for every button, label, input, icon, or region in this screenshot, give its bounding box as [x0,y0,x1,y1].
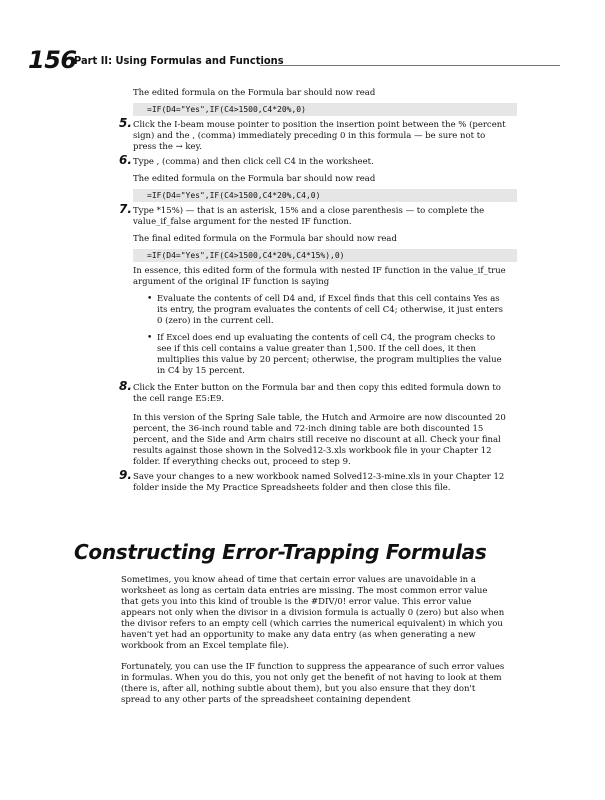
header-rule [260,65,560,66]
step-text: Click the Enter button on the Formula bar and then copy this edited formula down to the cell range E5:E9. [133,383,501,404]
step-number: 9. [119,468,132,482]
main-content [119,88,511,494]
step-text: Type *15%) — that is an asterisk, 15% and a close parenthesis — to complete the value_if_false argument for the nested IF function. [133,206,485,227]
step-7 [119,202,511,377]
step-number: 5. [119,116,132,130]
step-after-text: The final edited formula on the Formula bar should now read [133,234,397,244]
step-5 [119,116,511,153]
bullet-text: If Excel does end up evaluating the contents of cell C4, the program checks to see if this cell contains a value greater than 1,500. If the cell does, it then multiplies this value by 20 percent; otherwise, the program multiplies the value in C4 by 15 percent. [157,333,502,376]
section-body [121,575,506,716]
step-9 [119,468,511,494]
section-title: Constructing Error-Trapping Formulas [74,540,487,564]
bullet-item [133,294,511,327]
step-text: Save your changes to a new workbook named Solved12-3-mine.xls in your Chapter 12 folder inside the My Practice Spreadsheets folder and then close this file. [133,472,505,493]
page-header [28,46,538,78]
part-title: Part II: Using Formulas and Functions [74,54,284,67]
section-paragraph: Fortunately, you can use the IF function to suppress the appearance of such error values in formulas. When you do this, you not only get the benefit of not having to look at them (there is, after all, nothing subtle about them), but you also ensure that they don't spread to any other parts of the spreadsheet containing dependent [121,662,505,705]
step-number: 6. [119,153,132,167]
bullet-icon: • [147,333,153,343]
step-8 [119,379,511,468]
formula-code-2: =IF(D4="Yes",IF(C4>1500,C4*20%,C4,0) [133,189,517,202]
step-number: 7. [119,202,132,216]
page-number: 156 [28,46,77,74]
bullet-list [133,294,511,377]
step-text: Click the I-beam mouse pointer to position the insertion point between the % (percent sign) and the , (comma) immediately preceding 0 in this formula — be sure not to press the → key. [133,120,506,152]
bullet-text: Evaluate the contents of cell D4 and, if Excel finds that this cell contains Yes as its entry, the program evaluates the contents of cell C4; otherwise, it just enters 0 (zero) in the current cell. [157,294,503,326]
step-text: Type , (comma) and then click cell C4 in the worksheet. [133,157,374,167]
bullet-item [133,333,511,377]
formula-code-3: =IF(D4="Yes",IF(C4>1500,C4*20%,C4*15%),0) [133,249,517,262]
formula-code-1: =IF(D4="Yes",IF(C4>1500,C4*20%,0) [133,103,517,116]
bullet-icon: • [147,294,153,304]
section-paragraph: Sometimes, you know ahead of time that certain error values are unavoidable in a worksheet as long as certain data entries are missing. The most common error value that gets you into this kind of trouble is the #DIV/0! error value. This error value appears not only when the divisor in a division formula is actually 0 (zero) but also when the divisor refers to an empty cell (which carries the numerical equivalent) in which you haven't yet had an opportunity to make any data entry (as when generating a new workbook from an Excel template file). [121,575,505,651]
step-after-text: The edited formula on the Formula bar should now read [133,174,376,184]
step-number: 8. [119,379,132,393]
step-6 [119,153,511,202]
essence-text: In essence, this edited form of the formula with nested IF function in the value_if_true argument of the original IF function is saying [133,266,506,287]
step-after-text: In this version of the Spring Sale table, the Hutch and Armoire are now discounted 20 percent, the 36-inch round table and 72-inch dining table are both discounted 15 percent, and the Side and Arm chairs still receive no discount at all. Check your final results against those shown in the Solved12-3.xls workbook file in your Chapter 12 folder. If everything checks out, proceed to step 9. [133,413,506,467]
intro-text: The edited formula on the Formula bar should now read [133,88,376,98]
